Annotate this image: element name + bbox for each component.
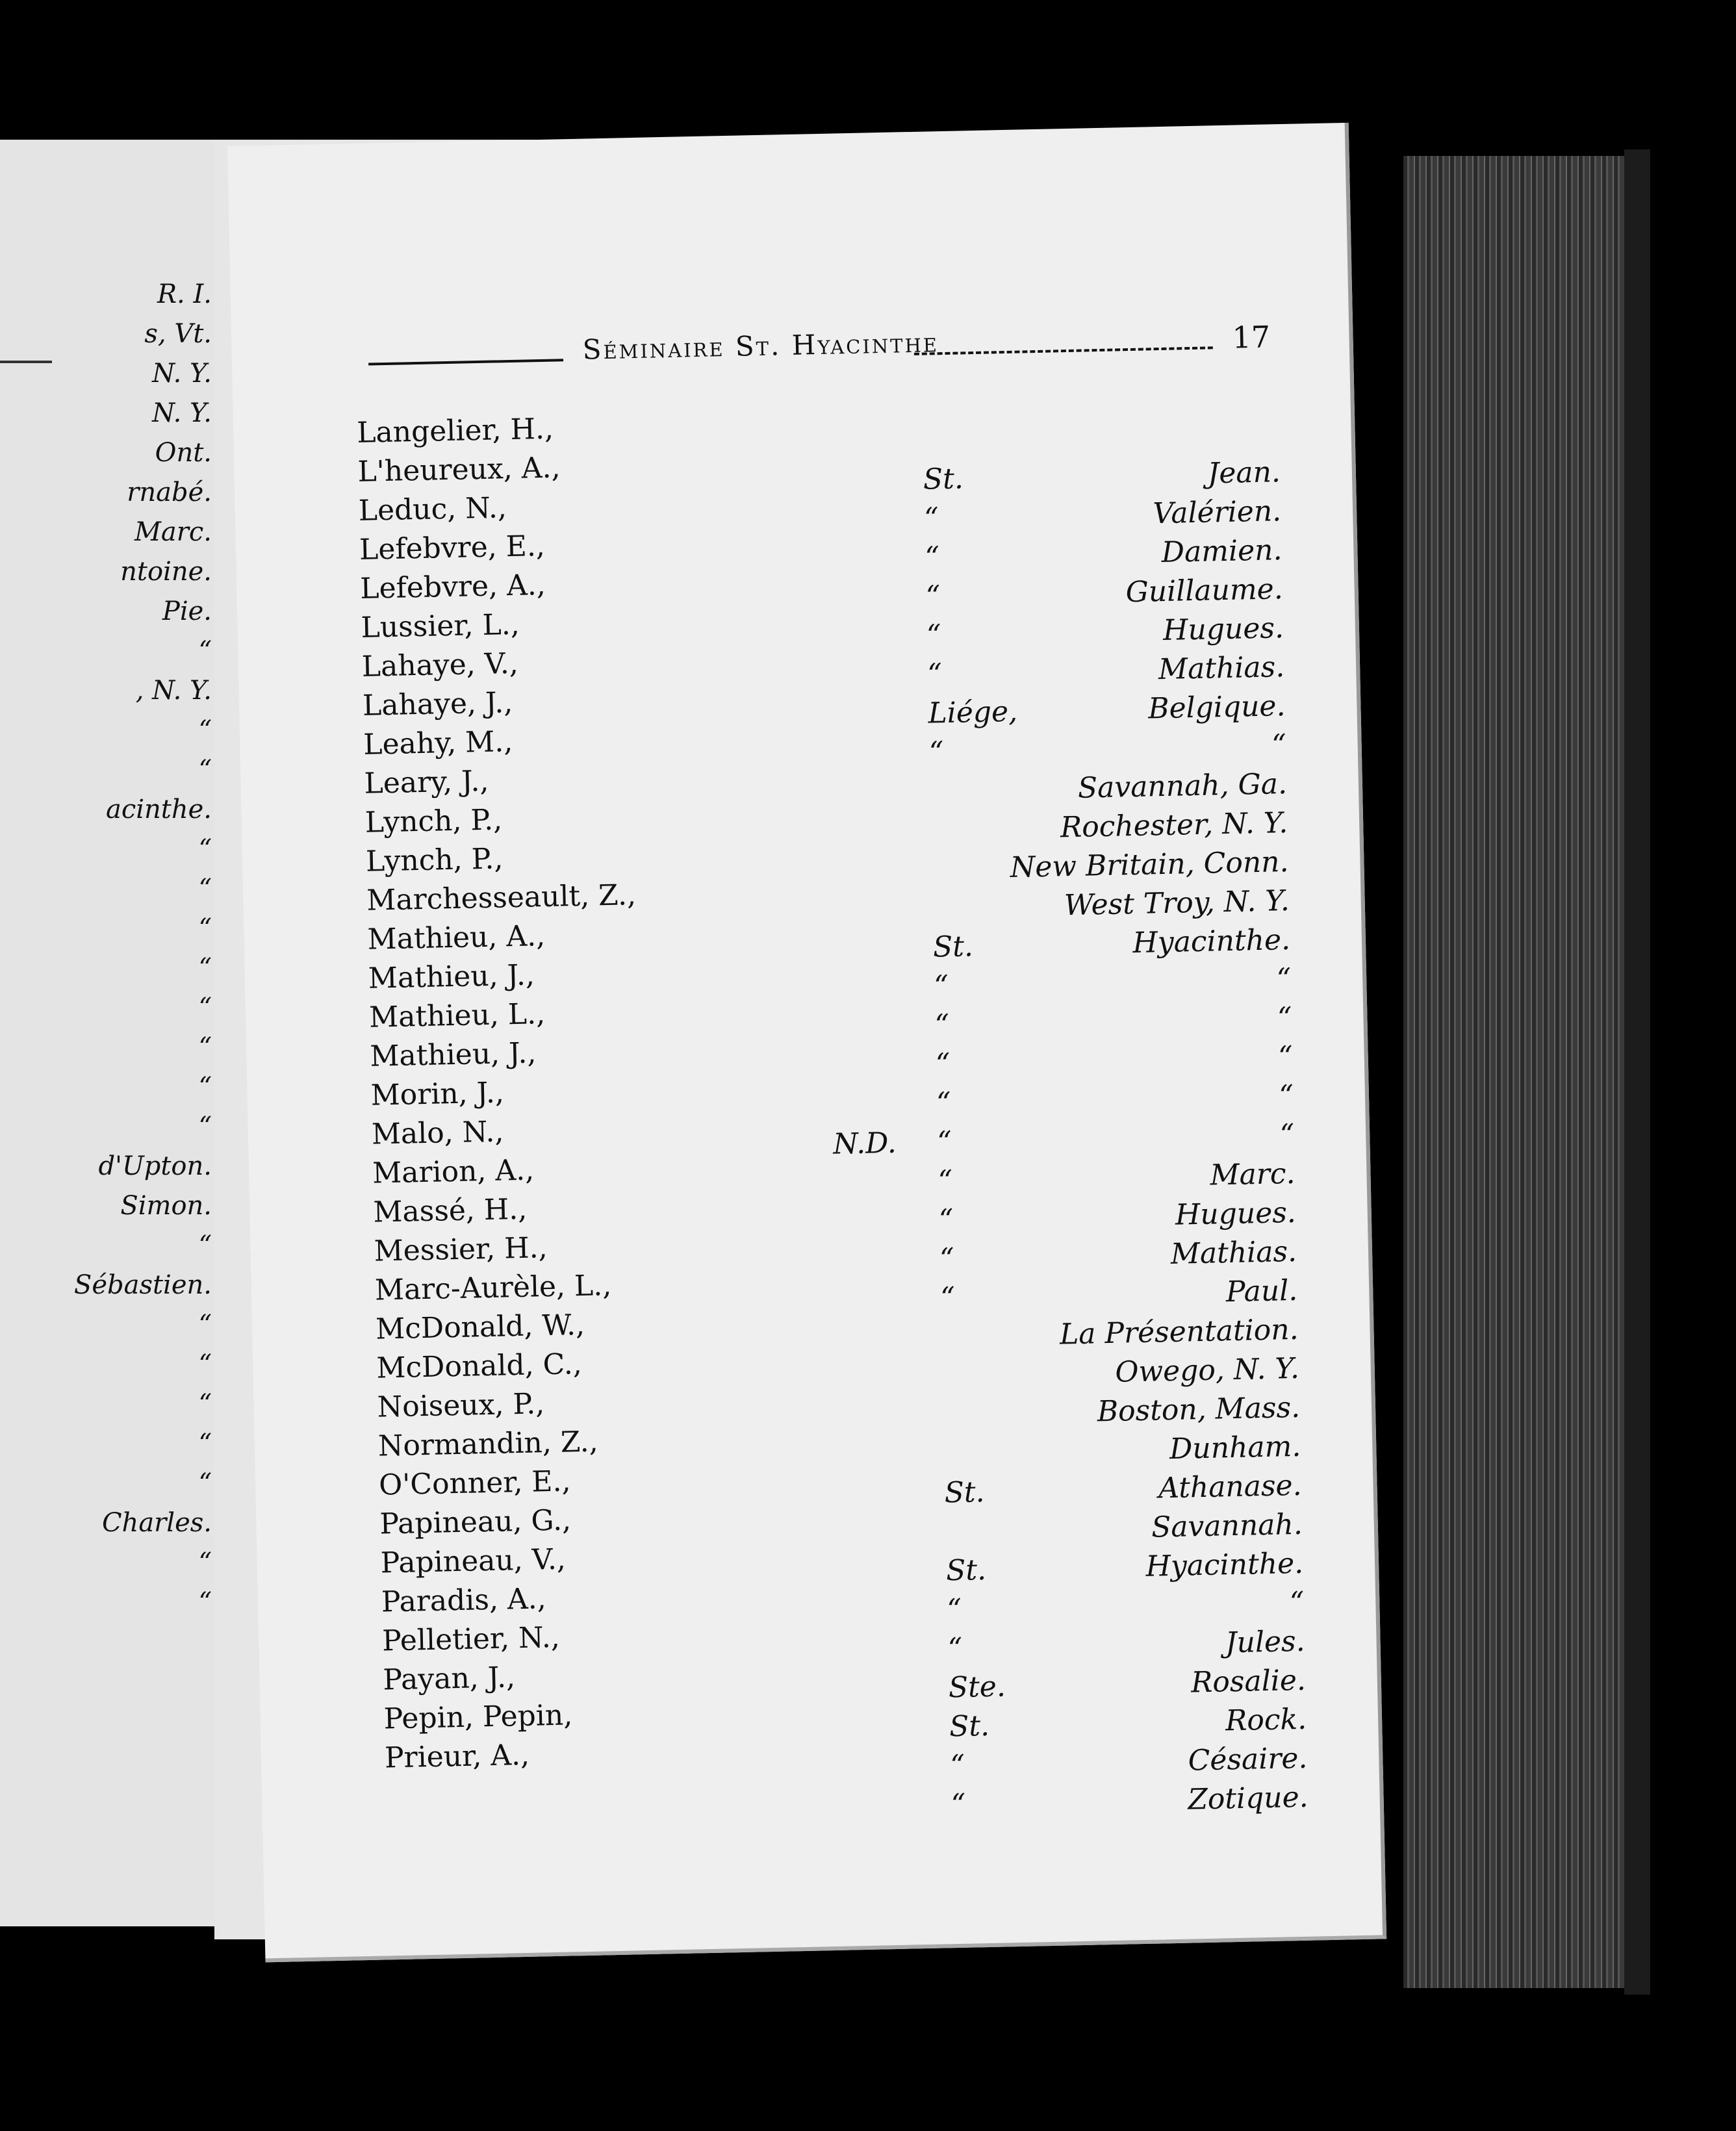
entry-name: Lahaye, V., — [361, 646, 519, 683]
left-page-line: Simon. — [120, 1191, 212, 1221]
entry-place: Hyacinthe. — [1145, 1546, 1304, 1583]
entry-name: Noiseux, P., — [377, 1387, 545, 1424]
right-page — [227, 123, 1386, 1963]
entry-name: Lussier, L., — [361, 607, 520, 644]
left-page-line: N. Y. — [152, 359, 212, 389]
left-page-line: d'Upton. — [98, 1151, 212, 1181]
left-page-line: Sébastien. — [73, 1270, 212, 1300]
entry-name: Mathieu, A., — [367, 919, 546, 956]
left-page-line: “ — [198, 636, 212, 666]
entry-place-prefix: “ — [923, 502, 939, 535]
entry-place: Marc. — [1210, 1156, 1296, 1192]
entry-place: Jean. — [1207, 455, 1281, 491]
entry-name: Mathieu, J., — [368, 958, 535, 995]
entry-name: Massé, H., — [372, 1192, 528, 1229]
left-page-line: ntoine. — [120, 557, 212, 587]
entry-place: Zotique. — [1187, 1780, 1309, 1817]
entry-name: Langelier, H., — [356, 412, 554, 450]
entry-place: “ — [1279, 1117, 1295, 1152]
entry-name: Messier, H., — [374, 1231, 548, 1268]
entry-place: “ — [1278, 1078, 1294, 1113]
entry-place-prefix: “ — [924, 541, 940, 574]
entry-place-prefix: “ — [926, 619, 942, 652]
left-page-line: “ — [198, 913, 212, 943]
entry-place-prefix: Ste. — [948, 1670, 1006, 1705]
entry-name: Lahaye, J., — [362, 685, 513, 722]
entry-name: Mathieu, L., — [368, 997, 546, 1034]
entry-name: Papineau, V., — [380, 1542, 567, 1580]
entry-name: Payan, J., — [382, 1661, 516, 1697]
entry-name: Marc-Aurèle, L., — [374, 1269, 612, 1307]
entry-name: Mathieu, J., — [369, 1036, 537, 1073]
entry-place: Jules. — [1225, 1624, 1306, 1660]
entry-place: Boston, Mass. — [1097, 1390, 1301, 1429]
entry-name: Normandin, Z., — [377, 1425, 599, 1463]
left-page-line: “ — [198, 1548, 212, 1577]
left-page — [0, 140, 226, 1926]
left-page-line: “ — [198, 715, 212, 745]
entry-place: Rochester, N. Y. — [1060, 806, 1288, 845]
left-page-line: Marc. — [134, 517, 212, 547]
entry-place-prefix: St. — [949, 1709, 990, 1744]
left-page-line: “ — [198, 1587, 212, 1617]
entry-place: Hugues. — [1175, 1195, 1297, 1232]
entry-place-prefix: “ — [936, 1125, 952, 1159]
entry-name: Prieur, A., — [384, 1738, 530, 1775]
entry-name: Lefebvre, E., — [359, 529, 546, 567]
left-page-line: “ — [198, 1429, 212, 1459]
entry-place: Belgique. — [1147, 689, 1286, 726]
entry-place: Paul. — [1225, 1273, 1298, 1309]
page-title: Séminaire St. Hyacinthe — [582, 326, 939, 366]
left-page-line: “ — [198, 1112, 212, 1142]
entry-place-prefix: “ — [947, 1631, 963, 1666]
entry-place: “ — [1277, 1001, 1292, 1035]
entry-place-prefix: St. — [945, 1553, 987, 1588]
entry-place-prefix: St. — [932, 930, 974, 964]
entry-name: Pepin, Pepin, — [383, 1698, 573, 1736]
entry-name: Lefebvre, A., — [359, 568, 546, 606]
entry-place: Hugues. — [1162, 611, 1284, 647]
entry-place-prefix: “ — [939, 1281, 956, 1315]
left-page-line: Ont. — [155, 438, 212, 468]
entry-name: O'Conner, E., — [378, 1464, 571, 1502]
entry-place: West Troy, N. Y. — [1064, 884, 1290, 923]
book-cover-edge — [1624, 149, 1650, 1995]
entry-place: Rosalie. — [1190, 1663, 1307, 1700]
page-header — [368, 319, 1271, 383]
left-page-line: “ — [198, 1231, 212, 1260]
entry-place: New Britain, Conn. — [1010, 845, 1289, 885]
entry-place-prefix: “ — [936, 1086, 952, 1120]
left-page-line: , N. Y. — [135, 676, 212, 706]
entry-place: Mathias. — [1158, 650, 1285, 687]
left-page-line: Charles. — [101, 1508, 212, 1538]
entry-name: L'heureux, A., — [357, 451, 561, 489]
entry-name: Lynch, P., — [364, 803, 503, 839]
left-page-line: “ — [198, 755, 212, 785]
entry-name: Malo, N., — [371, 1115, 504, 1151]
entry-place-prefix: “ — [938, 1164, 953, 1198]
left-page-line: “ — [198, 993, 212, 1023]
entry-place: Dunham. — [1169, 1429, 1301, 1466]
left-page-line: “ — [198, 1072, 212, 1102]
entry-place: “ — [1277, 1040, 1294, 1074]
entry-place-prefix: “ — [949, 1748, 965, 1783]
entry-place: Damien. — [1161, 533, 1283, 570]
entry-place-prefix: “ — [939, 1242, 955, 1276]
entry-note: N.D. — [832, 1126, 897, 1161]
left-page-line: “ — [198, 1468, 212, 1498]
entry-place: Hyacinthe. — [1132, 923, 1291, 960]
entry-place-prefix: “ — [938, 1203, 954, 1237]
left-page-rule — [0, 361, 52, 363]
left-page-line: “ — [198, 1349, 212, 1379]
entry-place: Guillaume. — [1125, 572, 1284, 609]
entry-name: McDonald, C., — [376, 1347, 583, 1385]
entry-name: Leduc, N., — [358, 491, 507, 528]
left-page-line: “ — [198, 874, 212, 904]
entry-name: Leary, J., — [364, 764, 489, 800]
header-rule-right — [914, 346, 1213, 355]
entry-place: Owego, N. Y. — [1114, 1351, 1300, 1389]
left-page-line: “ — [198, 1310, 212, 1340]
entry-name: McDonald, W., — [375, 1308, 585, 1346]
entry-place-prefix: “ — [946, 1592, 962, 1627]
left-page-line: rnabé. — [127, 478, 212, 507]
entry-place-prefix: “ — [951, 1787, 966, 1822]
entry-place-prefix: “ — [935, 1047, 951, 1081]
entry-place: Savannah, Ga. — [1077, 767, 1288, 805]
book-page-edges — [1403, 156, 1624, 1988]
entry-name: Marion, A., — [372, 1153, 535, 1190]
entry-place-prefix: Liége, — [927, 695, 1018, 730]
page-number: 17 — [1231, 319, 1271, 355]
left-page-line: “ — [198, 1389, 212, 1419]
entry-place: Mathias. — [1170, 1234, 1297, 1271]
left-page-line: s, Vt. — [144, 319, 212, 349]
header-rule-left — [368, 359, 563, 365]
entry-place: Rock. — [1225, 1702, 1307, 1738]
left-page-line: R. I. — [157, 279, 212, 309]
entry-place: “ — [1289, 1585, 1305, 1620]
entry-place-prefix: “ — [933, 969, 949, 1003]
entry-name: Paradis, A., — [381, 1582, 547, 1619]
entry-name: Pelletier, N., — [381, 1620, 561, 1658]
entry-place: “ — [1271, 728, 1287, 762]
entry-place-prefix: St. — [944, 1475, 985, 1510]
entry-place: Athanase. — [1158, 1468, 1303, 1505]
entry-place: Césaire. — [1188, 1741, 1308, 1778]
entry-place-prefix: “ — [928, 735, 944, 769]
left-page-line: “ — [198, 834, 212, 864]
entry-place: Savannah. — [1151, 1507, 1303, 1544]
entry-name: Morin, J., — [370, 1076, 505, 1112]
entry-name: Marchesseault, Z., — [366, 878, 637, 917]
entry-place-prefix: “ — [925, 580, 941, 613]
entry-name: Papineau, G., — [379, 1503, 572, 1541]
entry-place-prefix: “ — [934, 1008, 950, 1042]
entry-place-prefix: St. — [923, 462, 964, 496]
entry-place: “ — [1276, 962, 1292, 996]
left-page-line: “ — [198, 1032, 212, 1062]
left-page-line: acinthe. — [105, 795, 212, 824]
left-page-line: Pie. — [162, 596, 212, 626]
entry-place: La Présentation. — [1059, 1312, 1299, 1351]
left-page-line: N. Y. — [152, 398, 212, 428]
entry-name: Lynch, P., — [365, 842, 504, 878]
entry-place: Valérien. — [1153, 494, 1282, 531]
entry-place-prefix: “ — [926, 657, 943, 691]
left-page-line: “ — [198, 953, 212, 983]
entry-name: Leahy, M., — [363, 725, 513, 761]
